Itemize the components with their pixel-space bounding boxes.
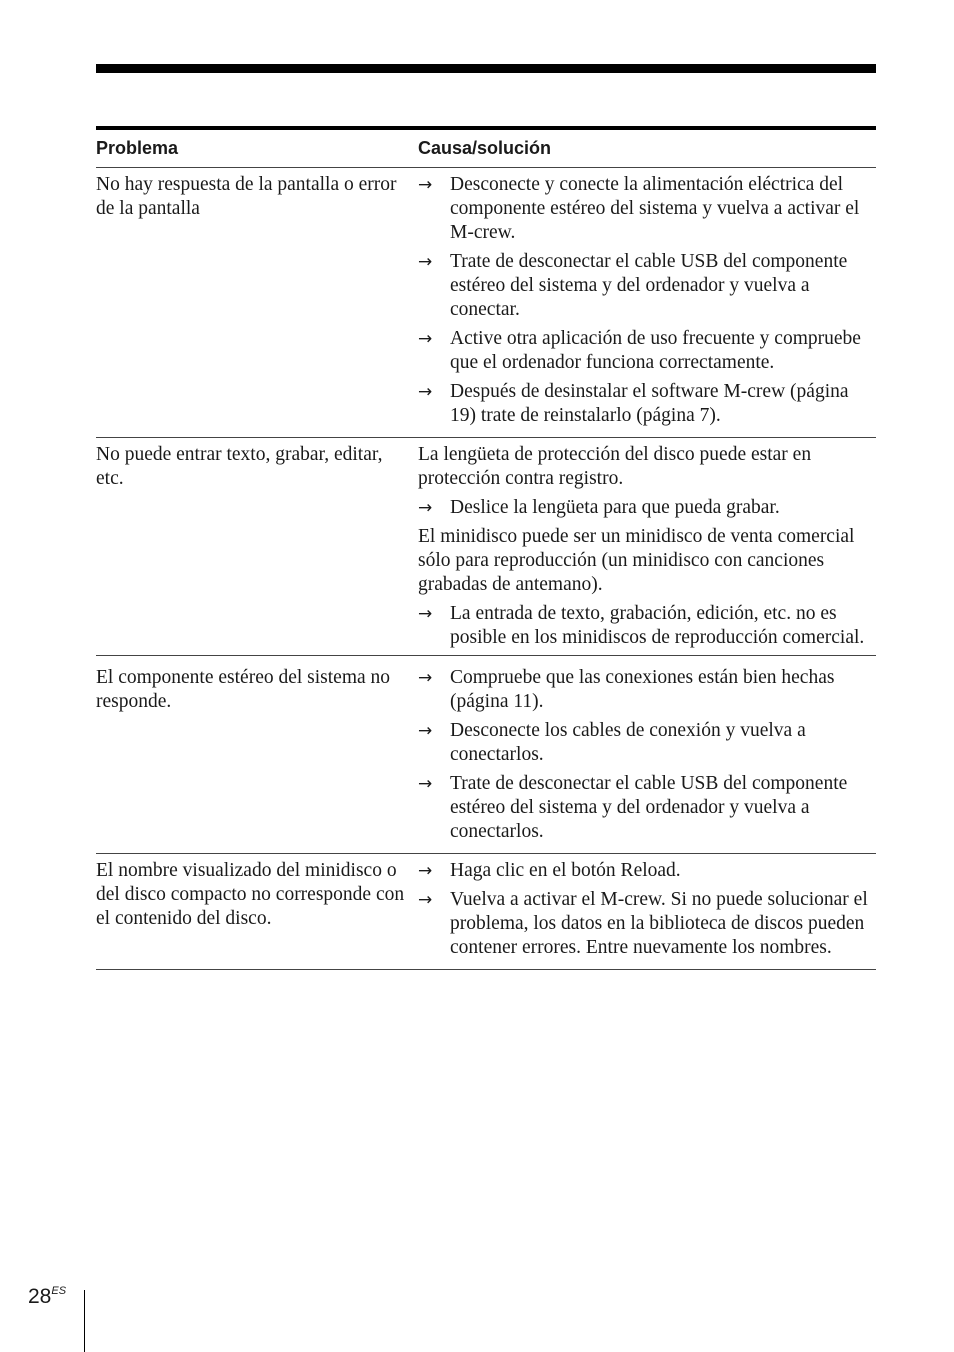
table-header: [96, 130, 876, 168]
footer-rule: [84, 1290, 85, 1352]
table-row: [96, 656, 876, 854]
problem-cell: No puede entrar texto, grabar, editar, etc.: [96, 444, 383, 489]
solution-item: [418, 327, 876, 375]
solution-text: Trate de desconectar el cable USB del componente estéreo del sistema y del ordenador y vuelva a conectarlos.: [450, 773, 848, 842]
problem-cell: No hay respuesta de la pantalla o error de la pantalla: [96, 174, 397, 219]
solution-text: Desconecte los cables de conexión y vuelva a conectarlos.: [450, 720, 806, 765]
solution-item: [418, 859, 876, 883]
arrow-icon: →: [418, 890, 433, 910]
solution-item: [418, 719, 876, 767]
cause-cell: [418, 859, 876, 960]
solution-item: [418, 380, 876, 428]
solution-item: [418, 250, 876, 322]
top-rule: [96, 64, 876, 73]
solution-item: [418, 602, 876, 650]
arrow-icon: →: [418, 498, 433, 518]
troubleshooting-table: [96, 126, 876, 970]
arrow-icon: →: [418, 382, 433, 402]
header-cause: Causa/solución: [418, 138, 552, 158]
arrow-icon: →: [418, 175, 433, 195]
solution-text: Compruebe que las conexiones están bien hechas (página 11).: [450, 667, 835, 712]
cause-cell: [418, 443, 876, 650]
solution-item: [418, 772, 876, 844]
solution-item: [418, 496, 876, 520]
solution-item: [418, 173, 876, 245]
solution-text: La entrada de texto, grabación, edición, etc. no es posible en los minidiscos de reproducción comercial.: [450, 603, 865, 648]
cause-paragraph: El minidisco puede ser un minidisco de venta comercial sólo para reproducción (un minidisco con canciones grabadas de antemano).: [418, 526, 855, 595]
solution-text: Haga clic en el botón Reload.: [450, 860, 681, 881]
arrow-icon: →: [418, 668, 433, 688]
solution-text: Trate de desconectar el cable USB del componente estéreo del sistema y del ordenador y vuelva a conectar.: [450, 251, 848, 320]
cause-paragraph: La lengüeta de protección del disco puede estar en protección contra registro.: [418, 444, 812, 489]
solution-text: Desconecte y conecte la alimentación eléctrica del componente estéreo del sistema y vuelva a activar el M-crew.: [450, 174, 860, 243]
table-row: [96, 168, 876, 438]
cause-cell: [418, 173, 876, 428]
header-problem: Problema: [96, 138, 179, 158]
arrow-icon: →: [418, 329, 433, 349]
arrow-icon: →: [418, 774, 433, 794]
solution-text: Después de desinstalar el software M-crew (página 19) trate de reinstalarlo (página 7).: [450, 381, 849, 426]
solution-text: Active otra aplicación de uso frecuente y compruebe que el ordenador funciona correctamente.: [450, 328, 861, 373]
solution-item: [418, 888, 876, 960]
arrow-icon: →: [418, 252, 433, 272]
problem-cell: El nombre visualizado del minidisco o del disco compacto no corresponde con el contenido del disco.: [96, 860, 405, 929]
arrow-icon: →: [418, 721, 433, 741]
problem-cell: El componente estéreo del sistema no responde.: [96, 667, 391, 712]
arrow-icon: →: [418, 604, 433, 624]
cause-cell: [418, 666, 876, 844]
arrow-icon: →: [418, 861, 433, 881]
table-row: [96, 438, 876, 656]
page-number: [28, 1285, 66, 1309]
table-row: [96, 854, 876, 970]
page-language-suffix: ES: [51, 1285, 67, 1297]
page-number-value: 28: [28, 1285, 52, 1308]
solution-text: Deslice la lengüeta para que pueda grabar.: [450, 497, 780, 518]
solution-item: [418, 666, 876, 714]
solution-text: Vuelva a activar el M-crew. Si no puede solucionar el problema, los datos en la biblioteca de discos pueden contener errores. Entre nuevamente los nombres.: [450, 889, 868, 958]
